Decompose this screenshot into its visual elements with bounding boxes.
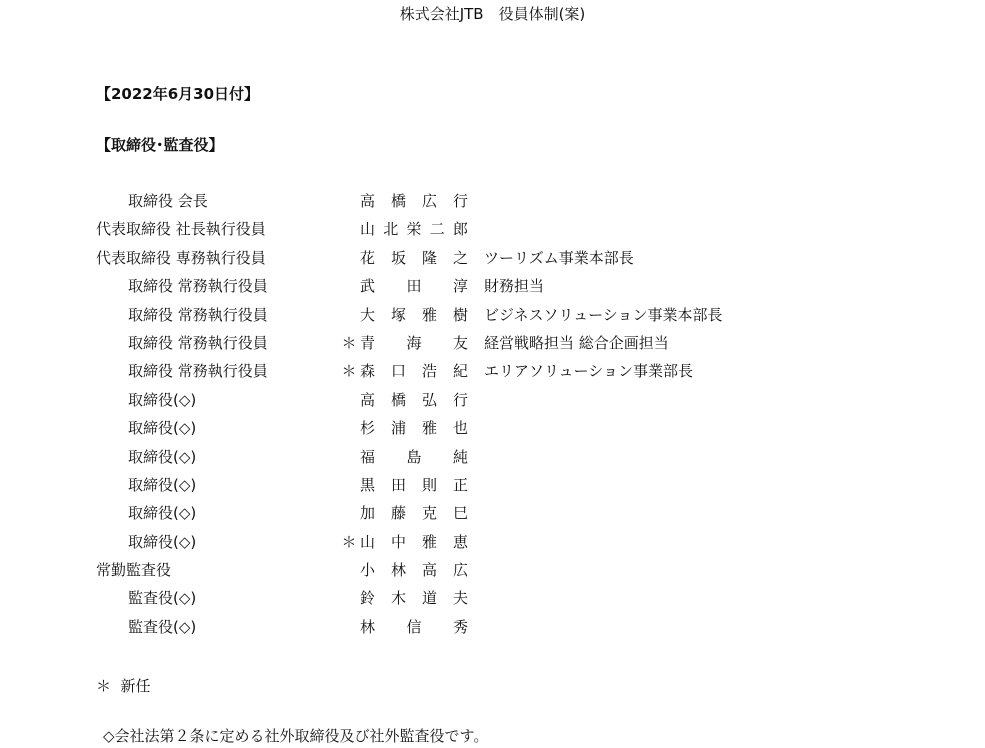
- officer-row: [0, 332, 985, 360]
- officer-title: 監査役(◇): [128, 589, 197, 608]
- officer-row: [0, 531, 985, 559]
- officer-row: [0, 190, 985, 218]
- officer-duty: ツーリズム事業本部長: [484, 248, 634, 267]
- officer-name: 杉 浦 雅 也: [360, 419, 468, 438]
- officer-title: 取締役(◇): [128, 475, 197, 494]
- officer-row: [0, 275, 985, 303]
- officer-title: 取締役 会長: [128, 192, 208, 210]
- footnote-new-appointment: ＊ 新任: [96, 677, 151, 695]
- officer-title: 取締役(◇): [128, 419, 197, 438]
- officer-duty: ビジネスソリューション事業本部長: [484, 305, 723, 324]
- officer-duty: 財務担当: [484, 277, 545, 296]
- officer-name: 林 信 秀: [360, 617, 468, 636]
- document-title: 株式会社JTB 役員体制(案): [399, 5, 586, 23]
- officer-title: 取締役(◇): [128, 532, 197, 551]
- officer-row: [0, 389, 985, 417]
- officer-title: 取締役 常務執行役員: [128, 277, 268, 296]
- officer-row: [0, 247, 985, 275]
- officer-title: 取締役 常務執行役員: [128, 305, 268, 324]
- officer-title: 取締役(◇): [128, 447, 197, 466]
- new-appointment-mark: ＊: [341, 532, 357, 551]
- officer-title: 取締役 常務執行役員: [128, 362, 268, 381]
- officer-row: [0, 616, 985, 644]
- officer-title: 代表取締役 社長執行役員: [96, 220, 266, 239]
- officer-name: 山北栄二郎: [360, 220, 468, 239]
- officer-name: 大 塚 雅 樹: [360, 305, 468, 324]
- officer-title: 監査役(◇): [128, 617, 197, 636]
- new-appointment-mark: ＊: [341, 362, 357, 381]
- officer-title: 代表取締役 専務執行役員: [96, 248, 266, 267]
- officer-title: 取締役(◇): [128, 390, 197, 409]
- officer-row: [0, 417, 985, 445]
- officer-row: [0, 559, 985, 587]
- officer-name: 高 橋 弘 行: [360, 390, 468, 409]
- officer-name: 森 口 浩 紀: [360, 362, 468, 381]
- officer-row: [0, 474, 985, 502]
- new-appointment-mark: ＊: [341, 333, 357, 352]
- officer-name: 加 藤 克 巳: [360, 504, 468, 523]
- officer-row: [0, 587, 985, 615]
- officer-name: 花 坂 隆 之: [360, 248, 468, 267]
- officer-row: [0, 446, 985, 474]
- officer-row: [0, 218, 985, 246]
- officer-row: [0, 304, 985, 332]
- officer-row: [0, 360, 985, 388]
- officer-roster: [0, 190, 985, 644]
- officer-name: 青 海 友: [360, 333, 468, 352]
- date-heading: 【2022年6月30日付】: [96, 85, 260, 103]
- officer-title: 常勤監査役: [96, 561, 172, 580]
- officer-title: 取締役(◇): [128, 504, 197, 523]
- footnote-outside-officers: ◇会社法第２条に定める社外取締役及び社外監査役です。: [103, 727, 489, 745]
- officer-name: 福 島 純: [360, 447, 468, 466]
- officer-title: 取締役 常務執行役員: [128, 333, 268, 352]
- officer-row: [0, 502, 985, 530]
- officer-name: 武 田 淳: [360, 277, 468, 296]
- officer-name: 小 林 高 広: [360, 561, 468, 580]
- officer-name: 山 中 雅 恵: [360, 532, 468, 551]
- officer-duty: 経営戦略担当 総合企画担当: [484, 333, 669, 352]
- officer-name: 高 橋 広 行: [360, 192, 468, 210]
- section-heading: 【取締役･監査役】: [96, 136, 224, 154]
- officer-duty: エリアソリューション事業部長: [484, 362, 693, 381]
- officer-name: 鈴 木 道 夫: [360, 589, 468, 608]
- officer-name: 黒 田 則 正: [360, 475, 468, 494]
